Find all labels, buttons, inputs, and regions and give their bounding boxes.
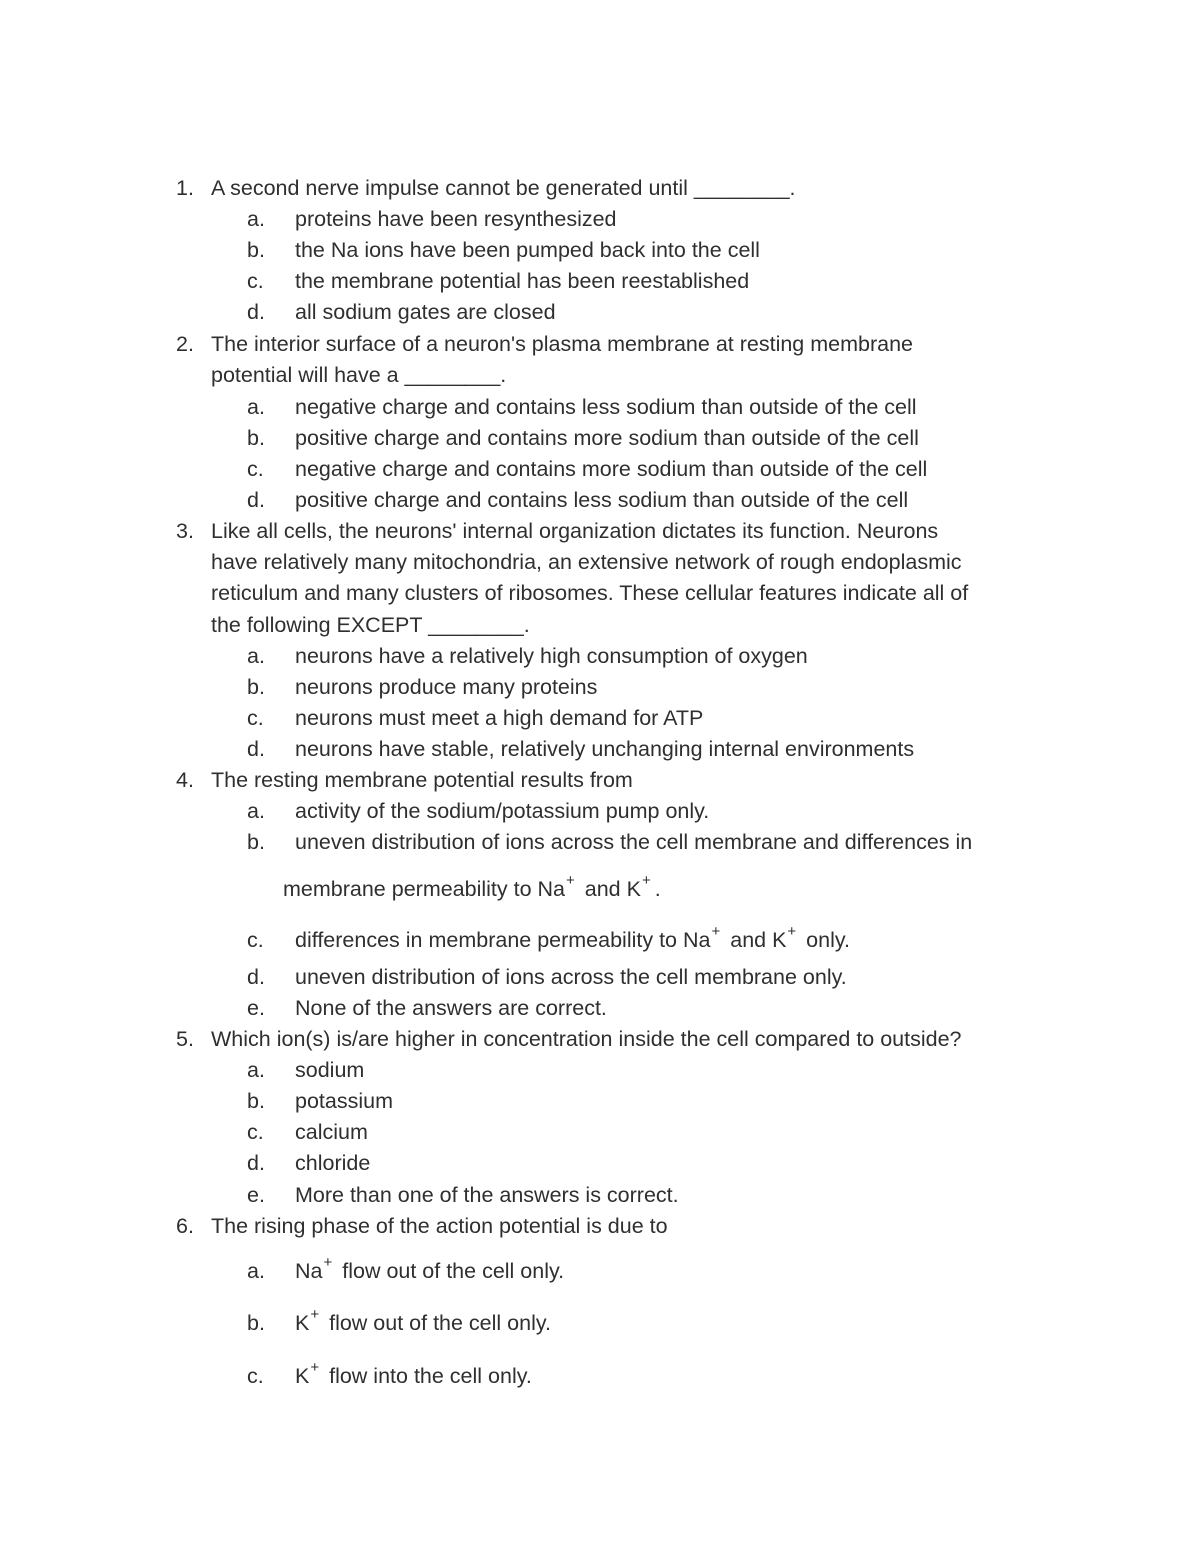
option-text: uneven distribution of ions across the cell membrane only. [295, 965, 847, 989]
option-text-continuation [283, 872, 661, 901]
option-letter: a. [247, 1058, 265, 1082]
option-letter: d. [247, 488, 265, 512]
question-1-number: 1. [176, 176, 194, 200]
option-letter: a. [247, 644, 265, 668]
option-letter: a. [247, 799, 265, 823]
text-segment: flow into the cell only. [329, 1364, 532, 1388]
option-letter: e. [247, 1183, 265, 1207]
question-3-number: 3. [176, 519, 194, 543]
option-letter: b. [247, 1089, 265, 1113]
option-text [295, 923, 850, 952]
text-segment: and K [584, 877, 641, 901]
option-text [295, 1254, 565, 1283]
option-letter: a. [247, 207, 265, 231]
superscript-plus: + [641, 872, 651, 889]
option-letter: d. [247, 300, 265, 324]
text-segment: flow out of the cell only. [329, 1311, 551, 1335]
text-segment: only. [806, 928, 850, 952]
text-segment: . [654, 877, 661, 901]
question-6-text: The rising phase of the action potential is due to [211, 1214, 668, 1238]
option-text: potassium [295, 1089, 393, 1113]
option-text: positive charge and contains less sodium than outside of the cell [295, 488, 909, 512]
option-text: all sodium gates are closed [295, 300, 556, 324]
option-letter: c. [247, 1364, 264, 1388]
option-text: sodium [295, 1058, 365, 1082]
option-letter: b. [247, 426, 265, 450]
superscript-plus: + [787, 923, 797, 940]
option-text: negative charge and contains more sodium than outside of the cell [295, 457, 928, 481]
question-3-text-line-1: Like all cells, the neurons' internal organization dictates its function. Neurons [211, 519, 939, 543]
option-letter: d. [247, 1151, 265, 1175]
option-letter: d. [247, 965, 265, 989]
question-3-text-line-2: have relatively many mitochondria, an extensive network of rough endoplasmic [211, 550, 962, 574]
option-text: neurons have a relatively high consumption of oxygen [295, 644, 808, 668]
option-letter: b. [247, 830, 265, 854]
question-5-number: 5. [176, 1027, 194, 1051]
question-4-number: 4. [176, 768, 194, 792]
question-3-text-line-3: reticulum and many clusters of ribosomes. These cellular features indicate all of [211, 581, 969, 605]
option-text: proteins have been resynthesized [295, 207, 617, 231]
text-segment: membrane permeability to Na [283, 877, 566, 901]
option-text: None of the answers are correct. [295, 996, 607, 1020]
text-segment: Na [295, 1259, 323, 1283]
question-6-number: 6. [176, 1214, 194, 1238]
text-segment: K [295, 1311, 310, 1335]
option-letter: b. [247, 675, 265, 699]
option-text [295, 1306, 551, 1335]
option-letter: c. [247, 706, 264, 730]
superscript-plus: + [310, 1359, 320, 1376]
option-text: positive charge and contains more sodium than outside of the cell [295, 426, 919, 450]
superscript-plus: + [566, 872, 575, 889]
option-text [295, 1359, 532, 1388]
option-letter: b. [247, 238, 265, 262]
question-2-text-line-1: The interior surface of a neuron's plasma membrane at resting membrane [211, 332, 913, 356]
option-text: calcium [295, 1120, 368, 1144]
option-text: More than one of the answers is correct. [295, 1183, 679, 1207]
option-text: uneven distribution of ions across the cell membrane and differences in [295, 830, 973, 854]
text-segment: K [295, 1364, 310, 1388]
option-text: activity of the sodium/potassium pump only. [295, 799, 710, 823]
option-text: chloride [295, 1151, 371, 1175]
option-letter: c. [247, 1120, 264, 1144]
option-letter: e. [247, 996, 265, 1020]
question-1-text: A second nerve impulse cannot be generated until ________. [211, 176, 796, 200]
option-letter: b. [247, 1311, 265, 1335]
question-2-text-line-2: potential will have a ________. [211, 363, 507, 387]
text-segment: flow out of the cell only. [342, 1259, 565, 1283]
option-letter: d. [247, 737, 265, 761]
question-4-text: The resting membrane potential results from [211, 768, 633, 792]
option-letter: c. [247, 928, 264, 952]
option-text: negative charge and contains less sodium than outside of the cell [295, 395, 917, 419]
option-text: neurons produce many proteins [295, 675, 598, 699]
option-letter: c. [247, 457, 264, 481]
option-text: neurons must meet a high demand for ATP [295, 706, 704, 730]
superscript-plus: + [711, 923, 721, 940]
text-segment: differences in membrane permeability to Na [295, 928, 711, 952]
question-3-text-line-4: the following EXCEPT ________. [211, 613, 530, 637]
text-segment: and K [730, 928, 787, 952]
option-text: the Na ions have been pumped back into the cell [295, 238, 760, 262]
option-text: neurons have stable, relatively unchanging internal environments [295, 737, 915, 761]
option-letter: a. [247, 395, 265, 419]
question-5-text: Which ion(s) is/are higher in concentration inside the cell compared to outside? [211, 1027, 962, 1051]
option-text: the membrane potential has been reestablished [295, 269, 750, 293]
option-letter: a. [247, 1259, 265, 1283]
question-2-number: 2. [176, 332, 194, 356]
option-letter: c. [247, 269, 264, 293]
superscript-plus: + [323, 1254, 333, 1271]
superscript-plus: + [310, 1306, 320, 1323]
